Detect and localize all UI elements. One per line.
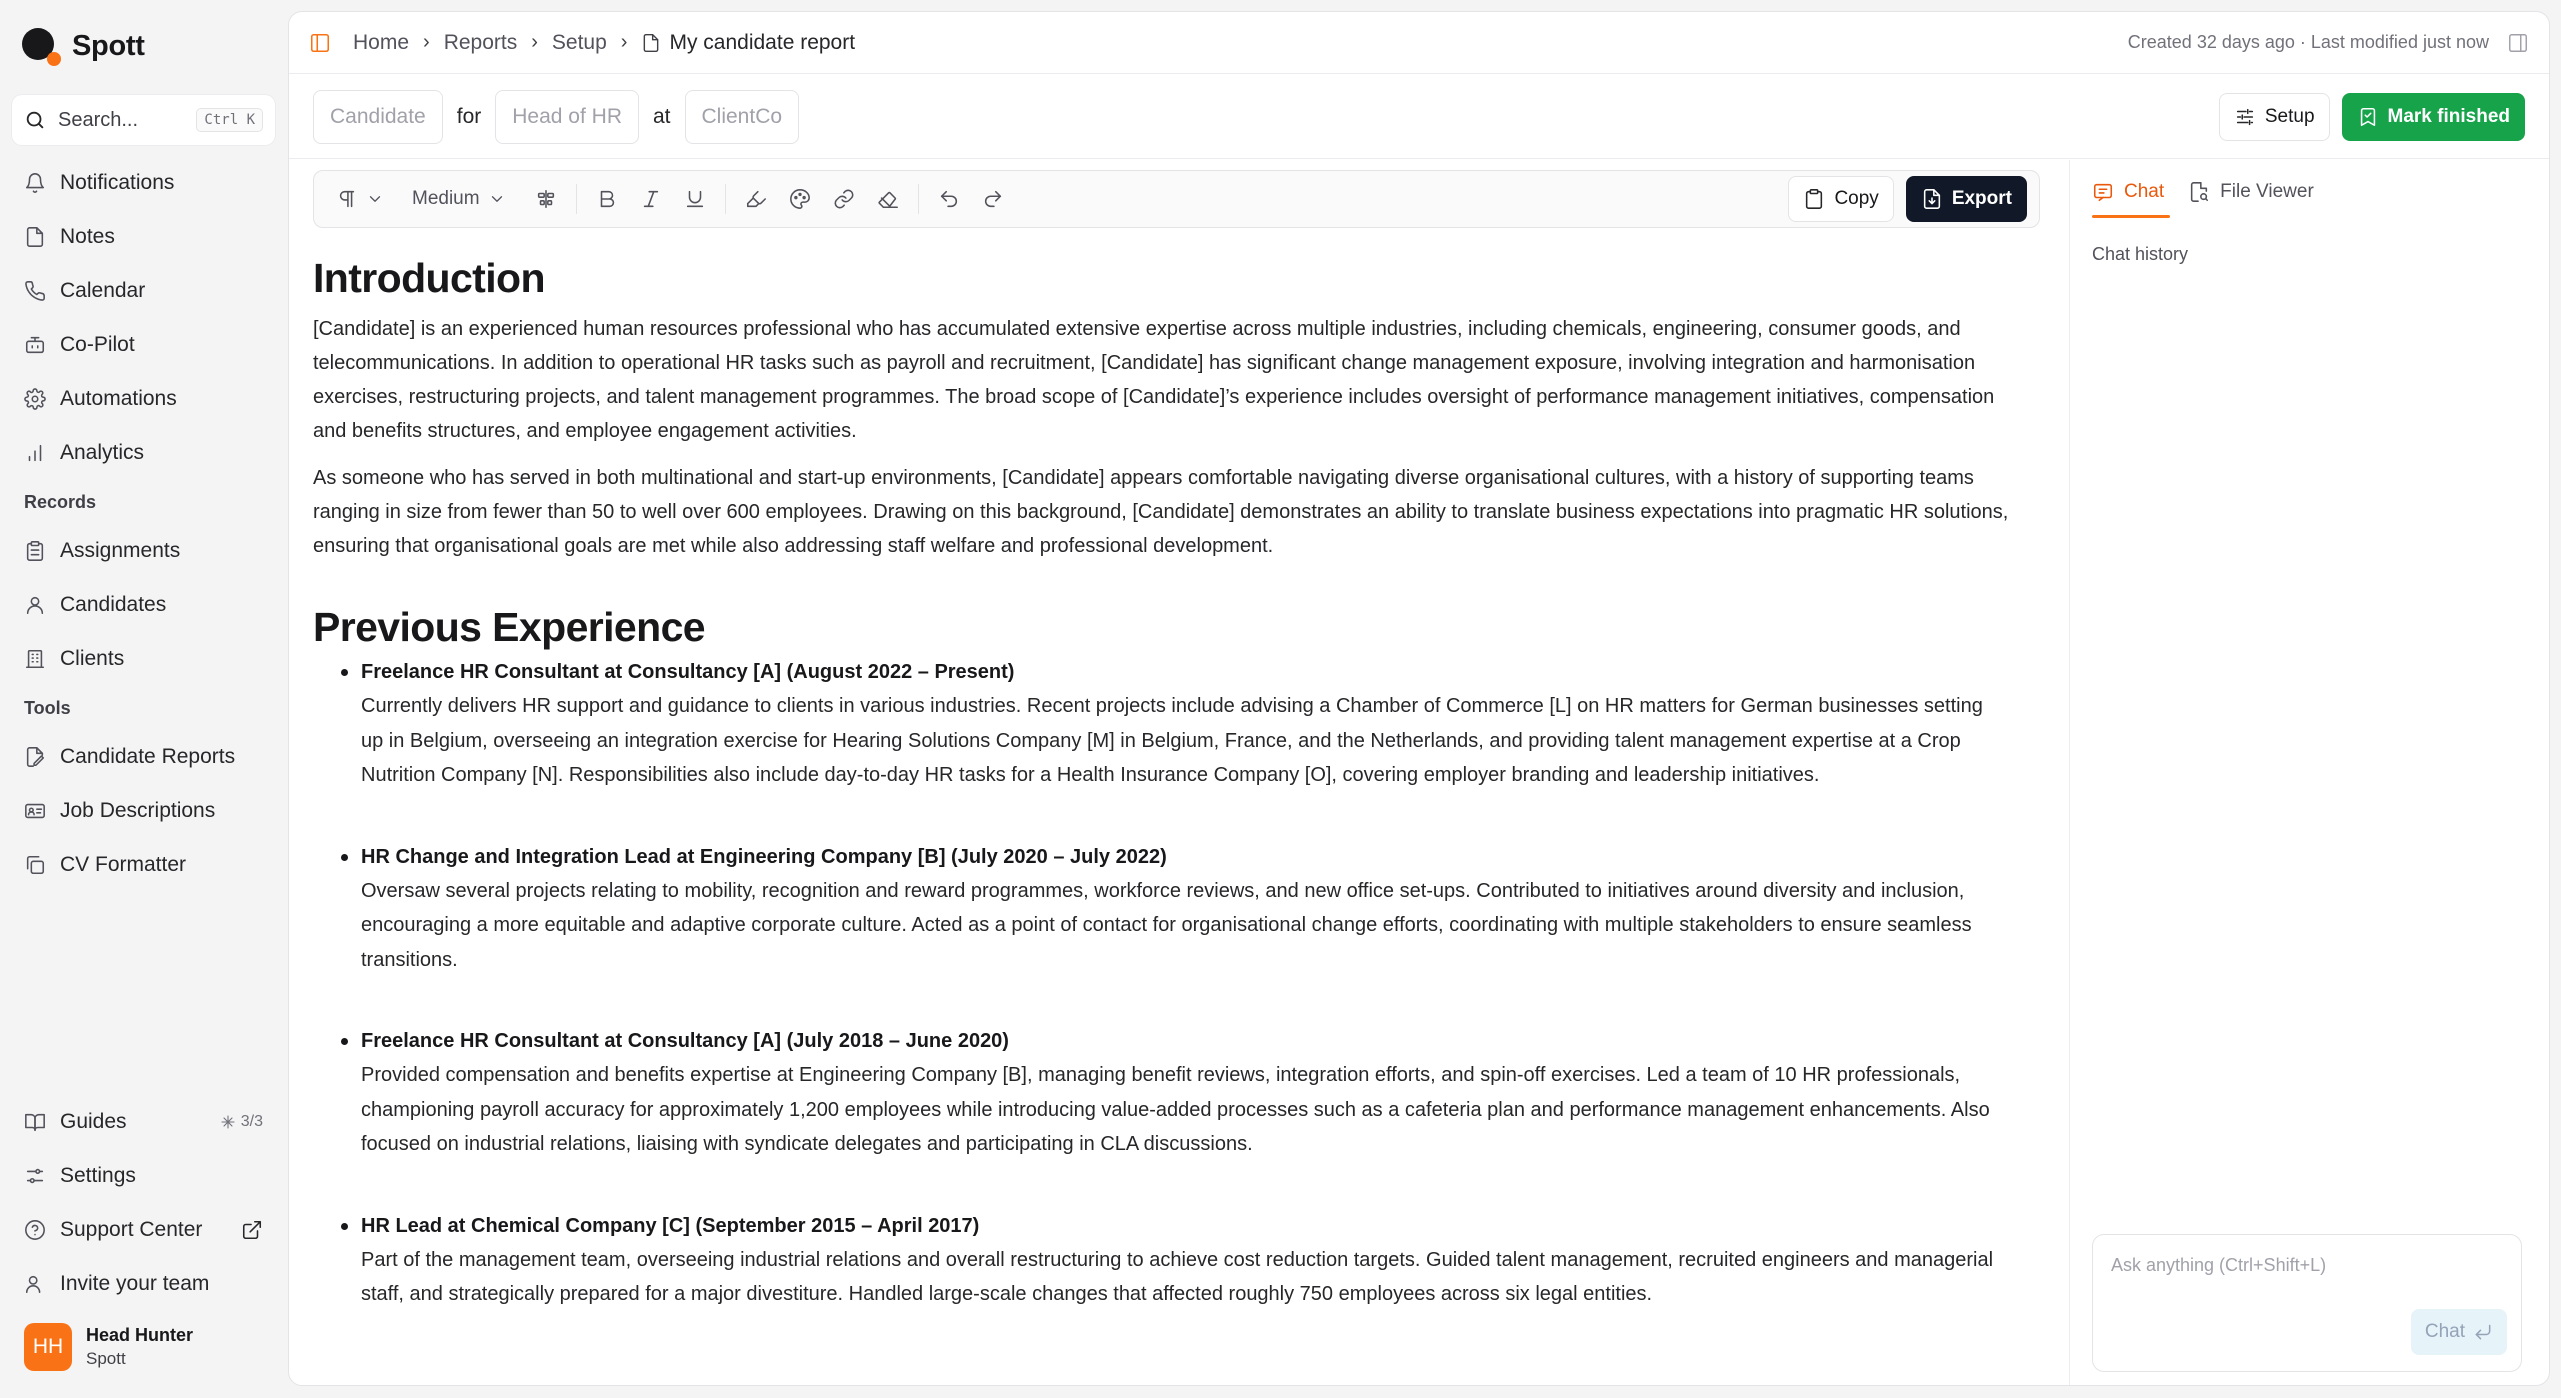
search-icon [24, 109, 46, 131]
breadcrumb-current-label: My candidate report [669, 30, 856, 54]
experience-item [337, 840, 2040, 978]
chat-icon [2092, 181, 2114, 203]
nav-item-candidates[interactable] [12, 578, 275, 632]
chat-history-label: Chat history [2092, 244, 2189, 264]
experience-item [337, 1024, 2040, 1162]
intro-heading: Introduction [313, 255, 545, 301]
text-color-button[interactable] [778, 178, 822, 220]
nav-item-job-descriptions[interactable] [12, 784, 275, 838]
nav-label: Assignments [60, 539, 181, 562]
document-meta [2128, 32, 2529, 54]
breadcrumb-setup[interactable]: Setup [551, 30, 607, 54]
nav-label: Candidate Reports [60, 745, 236, 768]
main-panel [288, 11, 2550, 1386]
nav-label: Calendar [60, 279, 146, 302]
text-size-dropdown[interactable] [394, 178, 524, 220]
link-icon [833, 188, 855, 210]
user-plus-icon [24, 1273, 46, 1295]
nav-label: Clients [60, 647, 125, 670]
building-icon [24, 648, 46, 670]
undo-button[interactable] [927, 178, 971, 220]
clipboard-icon [1803, 188, 1825, 210]
paragraph-style-dropdown[interactable] [326, 178, 394, 220]
modified-info: Created 32 days ago · Last modified just now [2127, 32, 2489, 52]
redo-button[interactable] [971, 178, 1015, 220]
chat-input[interactable] [2092, 1234, 2522, 1372]
nav-item-support-center[interactable] [12, 1203, 275, 1257]
nav-label: Notifications [60, 171, 175, 194]
underline-icon [684, 188, 706, 210]
nav-item-notifications[interactable] [12, 156, 275, 210]
clipboard-icon [24, 540, 46, 562]
user-icon [24, 594, 46, 616]
nav-item-analytics[interactable] [12, 426, 275, 480]
breadcrumb-current [641, 31, 855, 55]
bookmark-check-icon [2357, 106, 2379, 128]
align-button[interactable] [524, 178, 568, 220]
chevron-down-icon [488, 190, 506, 208]
id-card-icon [24, 800, 46, 822]
tab-file-viewer[interactable] [2188, 172, 2314, 212]
top-bar [289, 12, 2549, 74]
file-download-icon [1921, 188, 1943, 210]
chat-input-placeholder: Ask anything (Ctrl+Shift+L) [2111, 1255, 2327, 1275]
chevron-right-icon: › [531, 31, 538, 53]
spott-logo-icon [22, 28, 58, 64]
link-button[interactable] [822, 178, 866, 220]
copy-button[interactable] [1788, 176, 1893, 222]
palette-icon [789, 188, 811, 210]
nav-item-cv-formatter[interactable] [12, 838, 275, 892]
search-input[interactable] [12, 95, 275, 145]
chevron-down-icon [366, 190, 384, 208]
main-nav [12, 156, 275, 892]
experience-description: Oversaw several projects relating to mobility, recognition and reward programmes, workforce reviews, and new office set-ups. Contributed to initiatives around diversity and inclusion, encouraging a more equitable and adaptive corporate culture. Acted as a point of contact for organisational change efforts, coordinating with multiple stakeholders to ensure seamless transitions. [361, 879, 1972, 971]
eraser-icon [877, 188, 899, 210]
undo-icon [938, 188, 960, 210]
nav-section-tools: Tools [24, 697, 71, 718]
nav-label: Support Center [60, 1218, 203, 1241]
toolbar-divider [725, 184, 726, 214]
panel-tabs [2070, 160, 2550, 224]
document-body[interactable] [313, 228, 2040, 1312]
experience-heading: Previous Experience [313, 604, 705, 650]
user-profile[interactable] [24, 1323, 193, 1371]
clear-format-button[interactable] [866, 178, 910, 220]
nav-label: Notes [60, 225, 115, 248]
experience-list [313, 655, 2040, 1312]
intro-paragraph: As someone who has served in both multinational and start-up environments, [Candidate] appears comfortable navigating diverse organisational cultures, with a history of supporting teams ranging in size from fewer than 50 to well over 600 employees. Drawing on this background, [Candidate] demonstrates an ability to translate business expectations into pragmatic HR solutions, ensuring that organisational goals are met while also addressing staff welfare and professional development. [313, 467, 2009, 557]
nav-label: Analytics [60, 441, 145, 464]
nav-item-automations[interactable] [12, 372, 275, 426]
highlight-button[interactable] [734, 178, 778, 220]
search-shortcut: Ctrl K [196, 108, 263, 132]
tab-file-viewer-label: File Viewer [2220, 181, 2314, 202]
bot-icon [24, 334, 46, 356]
text-size-label: Medium [412, 188, 480, 209]
search-placeholder: Search... [58, 108, 139, 131]
experience-role: Freelance HR Consultant at Consultancy [A] (August 2022 – Present) [361, 661, 1015, 683]
toolbar-divider [576, 184, 577, 214]
redo-icon [982, 188, 1004, 210]
user-name: Head Hunter [86, 1325, 194, 1345]
italic-icon [640, 188, 662, 210]
experience-role: HR Change and Integration Lead at Engineering Company [B] (July 2020 – July 2022) [361, 845, 1167, 868]
user-org: Spott [86, 1349, 126, 1368]
nav-item-invite-team[interactable] [12, 1257, 275, 1311]
for-label: for [456, 104, 482, 128]
nav-item-assignments[interactable] [12, 524, 275, 578]
nav-item-co-pilot[interactable] [12, 318, 275, 372]
experience-description: Currently delivers HR support and guidance to clients in various industries. Recent projects include advising a Chamber of Commerce [L] on HR matters for German businesses setting up in Belgium, overseeing an integration exercise for Hearing Solutions Company [M] in Belgium, France, and the Netherlands, and providing talent management expertise at a Crop Nutrition Company [N]. Responsibilities also include day-to-day HR tasks for a Health Insurance Company [O], covering employer branding and leadership initiatives. [361, 695, 1983, 786]
setup-button[interactable] [2219, 93, 2330, 141]
highlighter-icon [745, 188, 767, 210]
bottom-nav [12, 1095, 275, 1311]
nav-label: Candidates [60, 593, 167, 616]
editor-toolbar [313, 170, 2040, 228]
copy-label: Copy [1834, 188, 1879, 209]
bell-icon [24, 172, 46, 194]
experience-description: Provided compensation and benefits expertise at Engineering Company [B], managing benefit reviews, integration efforts, and spin-off exercises. Led a team of 10 HR professionals, championing payroll accuracy for approximately 1,200 employees while introducing value-added processes such as a cafeteria plan and performance management enhancements. Also focused on industrial relations, liaising with syndicate delegates and participating in CLA discussions. [361, 1064, 1990, 1155]
experience-item [337, 1209, 2040, 1312]
bold-icon [596, 188, 618, 210]
nav-item-calendar[interactable] [12, 264, 275, 318]
nav-item-candidate-reports[interactable] [12, 730, 275, 784]
chat-send-label: Chat [2424, 1321, 2465, 1342]
panel-toggle-icon[interactable] [2507, 32, 2529, 54]
nav-item-guides[interactable] [12, 1095, 275, 1149]
file-icon [24, 226, 46, 248]
intro-paragraph: [Candidate] is an experienced human resources professional who has accumulated extensive expertise across multiple industries, including chemicals, engineering, consumer goods, and telecommunications. In addition to operational HR tasks such as payroll and recruitment, [Candidate] has significant change management exposure, involving integration and harmonisation exercises, restructuring projects, and talent management programmes. The broad scope of [Candidate]’s experience includes oversight of performance management initiatives, compensation and benefits structures, and employee engagement activities. [313, 318, 1995, 442]
help-icon [24, 1219, 46, 1241]
chevron-right-icon: › [620, 31, 628, 53]
gear-icon [24, 388, 46, 410]
client-select[interactable]: ClientCo [685, 90, 800, 144]
nav-item-clients[interactable] [12, 632, 275, 686]
sidebar [0, 0, 287, 1398]
experience-role: HR Lead at Chemical Company [C] (September 2015 – April 2017) [361, 1214, 980, 1237]
sidebar-toggle-icon[interactable] [309, 32, 331, 54]
nav-label: Settings [60, 1164, 136, 1187]
export-label: Export [1951, 188, 2012, 209]
nav-section-records: Records [24, 491, 97, 512]
sliders-icon [24, 1165, 46, 1187]
side-panel [2069, 160, 2550, 1386]
tab-chat-label: Chat [2124, 181, 2165, 202]
mark-finished-button[interactable] [2342, 93, 2525, 141]
report-target-bar [289, 75, 2549, 159]
candidate-select[interactable]: Candidate [313, 90, 443, 144]
nav-label: Automations [60, 387, 177, 410]
breadcrumb [309, 31, 855, 55]
tab-chat[interactable] [2092, 172, 2164, 212]
file-signature-icon [24, 746, 46, 768]
nav-item-settings[interactable] [12, 1149, 275, 1203]
sparkle-icon [220, 1114, 236, 1130]
book-icon [24, 1111, 46, 1133]
underline-button[interactable] [673, 178, 717, 220]
experience-role: Freelance HR Consultant at Consultancy [A] (July 2018 – June 2020) [361, 1030, 1009, 1052]
bold-button[interactable] [585, 178, 629, 220]
nav-label: Invite your team [60, 1272, 210, 1295]
enter-icon [2473, 1322, 2493, 1342]
chevron-right-icon: › [423, 31, 430, 53]
breadcrumb-home[interactable]: Home [353, 30, 410, 54]
role-select[interactable]: Head of HR [495, 90, 639, 144]
pilcrow-icon [336, 188, 358, 210]
sliders-icon [2234, 106, 2256, 128]
guides-progress-badge [220, 1113, 263, 1131]
nav-item-notes[interactable] [12, 210, 275, 264]
copy-icon [24, 854, 46, 876]
breadcrumb-reports[interactable]: Reports [443, 30, 518, 54]
align-center-icon [535, 188, 557, 210]
phone-icon [24, 280, 46, 302]
mark-finished-label: Mark finished [2387, 105, 2510, 127]
chat-send-button[interactable] [2411, 1309, 2507, 1355]
nav-label: Guides [60, 1110, 127, 1133]
nav-label: Co-Pilot [60, 333, 135, 356]
at-label: at [652, 104, 671, 128]
toolbar-divider [918, 184, 919, 214]
setup-label: Setup [2264, 105, 2315, 127]
guides-progress: 3/3 [240, 1113, 263, 1130]
file-icon [641, 33, 661, 53]
brand-name: Spott [72, 29, 145, 62]
nav-label: Job Descriptions [60, 799, 216, 822]
avatar: HH [24, 1323, 72, 1371]
experience-item [337, 655, 2040, 793]
brand-logo[interactable] [22, 28, 145, 64]
bar-chart-icon [24, 442, 46, 464]
export-button[interactable] [1906, 176, 2027, 222]
experience-description: Part of the management team, overseeing industrial relations and overall restructuring to achieve cost reduction targets. Guided talent management, recruited engineers and managerial staff, and strategically prepared for a major divestiture. Handled large-scale changes that affected roughly 750 employees across six legal entities. [361, 1248, 1994, 1305]
nav-label: CV Formatter [60, 853, 187, 876]
file-search-icon [2188, 181, 2210, 203]
report-editor [313, 170, 2040, 1380]
external-link-icon [241, 1219, 263, 1241]
italic-button[interactable] [629, 178, 673, 220]
